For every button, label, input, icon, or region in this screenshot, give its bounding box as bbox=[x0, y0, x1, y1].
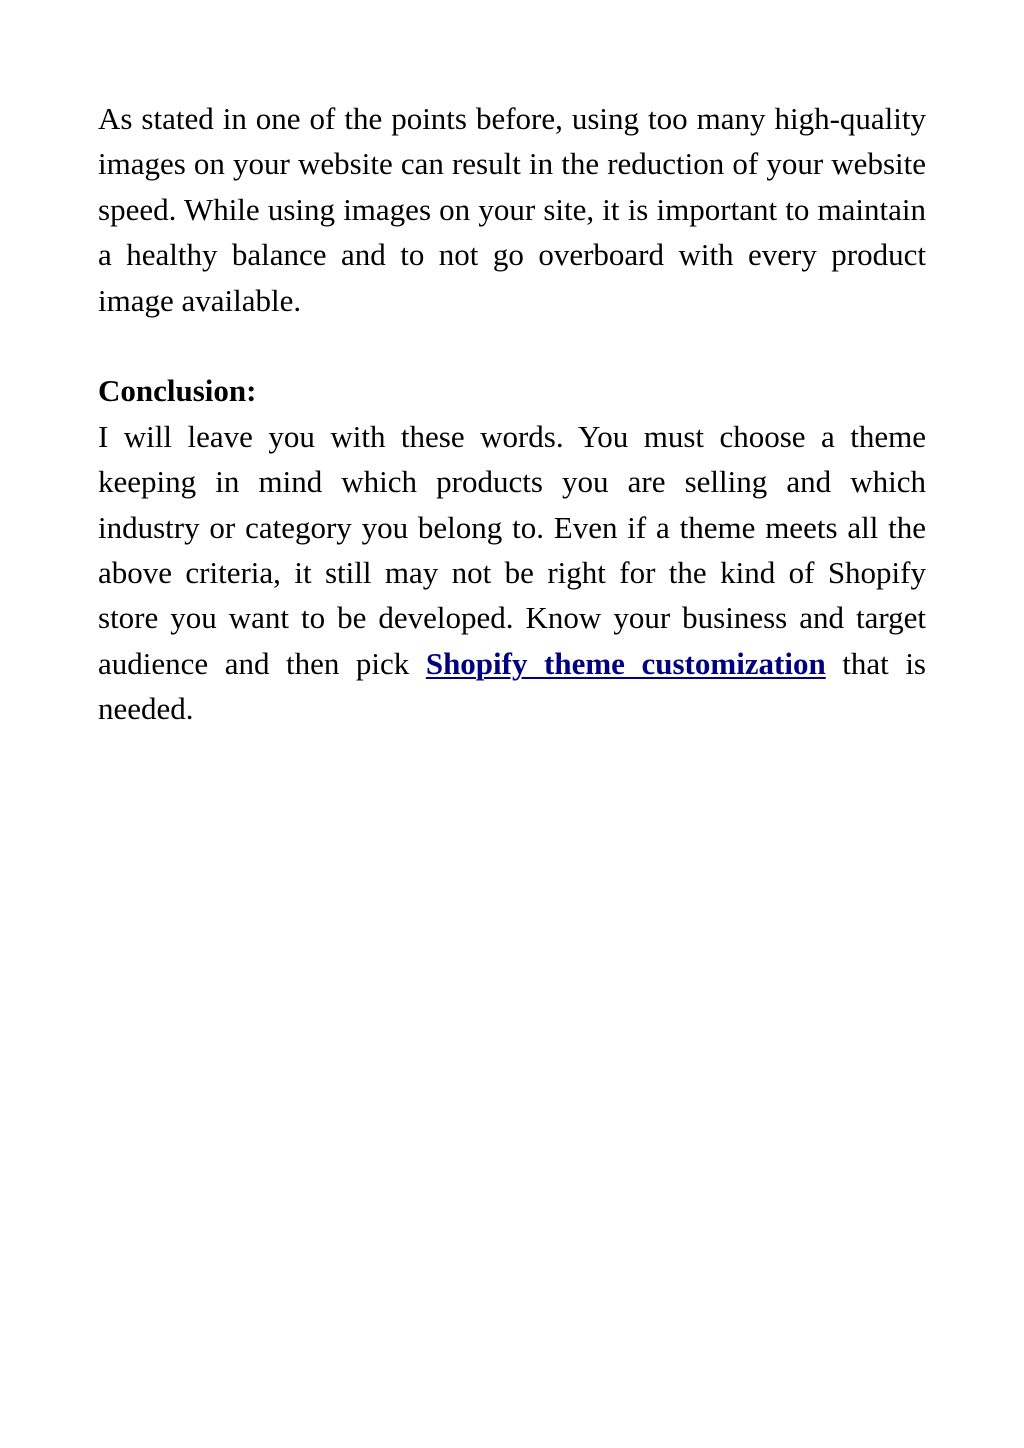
conclusion-text-before-link: I will leave you with these words. You must choose a theme keeping in mind which products you are selling and which industry or category you belong to. Even if a theme meets all the above criteria, it still may not be right for the kind of Shopify store you want to be developed. Know your business and target audience and then pick bbox=[98, 418, 926, 681]
document-page bbox=[98, 96, 926, 732]
intro-paragraph: As stated in one of the points before, using too many high-quality images on your website can result in the reduction of your website speed. While using images on your site, it is important to maintain a healthy balance and to not go overboard with every product image available. bbox=[98, 101, 926, 318]
conclusion-heading: Conclusion: bbox=[98, 373, 257, 409]
conclusion-paragraph bbox=[98, 414, 926, 732]
shopify-theme-customization-link[interactable]: Shopify theme customization bbox=[425, 645, 826, 681]
conclusion-text-after-link: that is needed. bbox=[98, 645, 926, 727]
paragraph-spacer bbox=[98, 323, 926, 368]
